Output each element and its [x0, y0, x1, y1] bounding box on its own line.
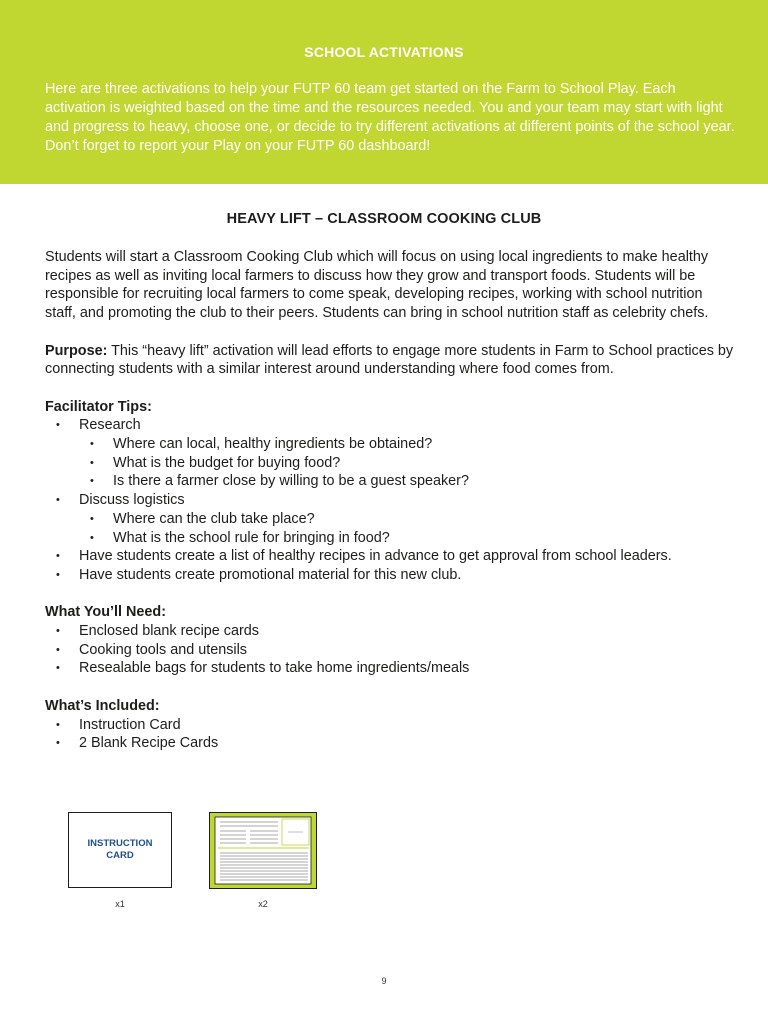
- list-item: • Enclosed blank recipe cards: [45, 622, 735, 641]
- list-item: • Have students create promotional material for this new club.: [45, 566, 735, 585]
- page-number: 9: [381, 976, 387, 986]
- main-content: [45, 248, 735, 753]
- section-title: HEAVY LIFT – CLASSROOM COOKING CLUB: [226, 211, 542, 227]
- recipe-card-illustration: [210, 813, 316, 888]
- intro-paragraph: Students will start a Classroom Cooking Club which will focus on using local ingredients to make healthy recipes as well as inviting local farmers to discuss how they grow and transport foods. Students will be responsible for recruiting local farmers to come speak, developing recipes, working with school nutrition staff, and promoting the club to their peers. Students can bring in school nutrition staff as celebrity chefs.: [45, 249, 709, 322]
- recipe-card-thumbnail: [209, 812, 317, 889]
- list-item: • Cooking tools and utensils: [45, 641, 735, 660]
- tips-list: [45, 416, 735, 584]
- purpose-text: This “heavy lift” activation will lead efforts to engage more students in Farm to School practices by connecting students with a similar interest around understanding where food comes from.: [45, 342, 734, 378]
- recipe-card-quantity: x2: [258, 899, 268, 909]
- needs-list: [45, 622, 735, 678]
- list-item: • Where can the club take place?: [45, 510, 735, 529]
- header-banner: [0, 0, 768, 184]
- instruction-card-quantity: x1: [115, 899, 125, 909]
- instruction-card-thumbnail: [68, 812, 172, 888]
- list-item: • Is there a farmer close by willing to be a guest speaker?: [45, 472, 735, 491]
- banner-title: SCHOOL ACTIVATIONS: [304, 44, 464, 60]
- list-item: • Instruction Card: [45, 716, 735, 735]
- list-item: • Resealable bags for students to take home ingredients/meals: [45, 659, 735, 678]
- list-item: • What is the school rule for bringing in food?: [45, 529, 735, 548]
- needs-heading: What You’ll Need:: [45, 604, 166, 621]
- included-heading: What’s Included:: [45, 697, 160, 714]
- banner-intro-text: Here are three activations to help your FUTP 60 team get started on the Farm to School Play. Each activation is weighted based on the time and the resources needed. You and your team may start with light and progress to heavy, choose one, or decide to try different activations at different points of the school year. Don’t forget to report your Play on your FUTP 60 dashboard!: [45, 81, 735, 154]
- tips-heading: Facilitator Tips:: [45, 398, 152, 415]
- list-item: • 2 Blank Recipe Cards: [45, 734, 735, 753]
- list-item: • What is the budget for buying food?: [45, 454, 735, 473]
- list-item: • Where can local, healthy ingredients be obtained?: [45, 435, 735, 454]
- purpose-paragraph: [45, 342, 735, 379]
- instruction-card-label: INSTRUCTION CARD: [87, 838, 153, 861]
- list-item: • Research: [45, 416, 735, 435]
- list-item: • Discuss logistics: [45, 491, 735, 510]
- included-list: [45, 716, 735, 753]
- list-item: • Have students create a list of healthy recipes in advance to get approval from school leaders.: [45, 547, 735, 566]
- purpose-label: Purpose:: [45, 342, 108, 359]
